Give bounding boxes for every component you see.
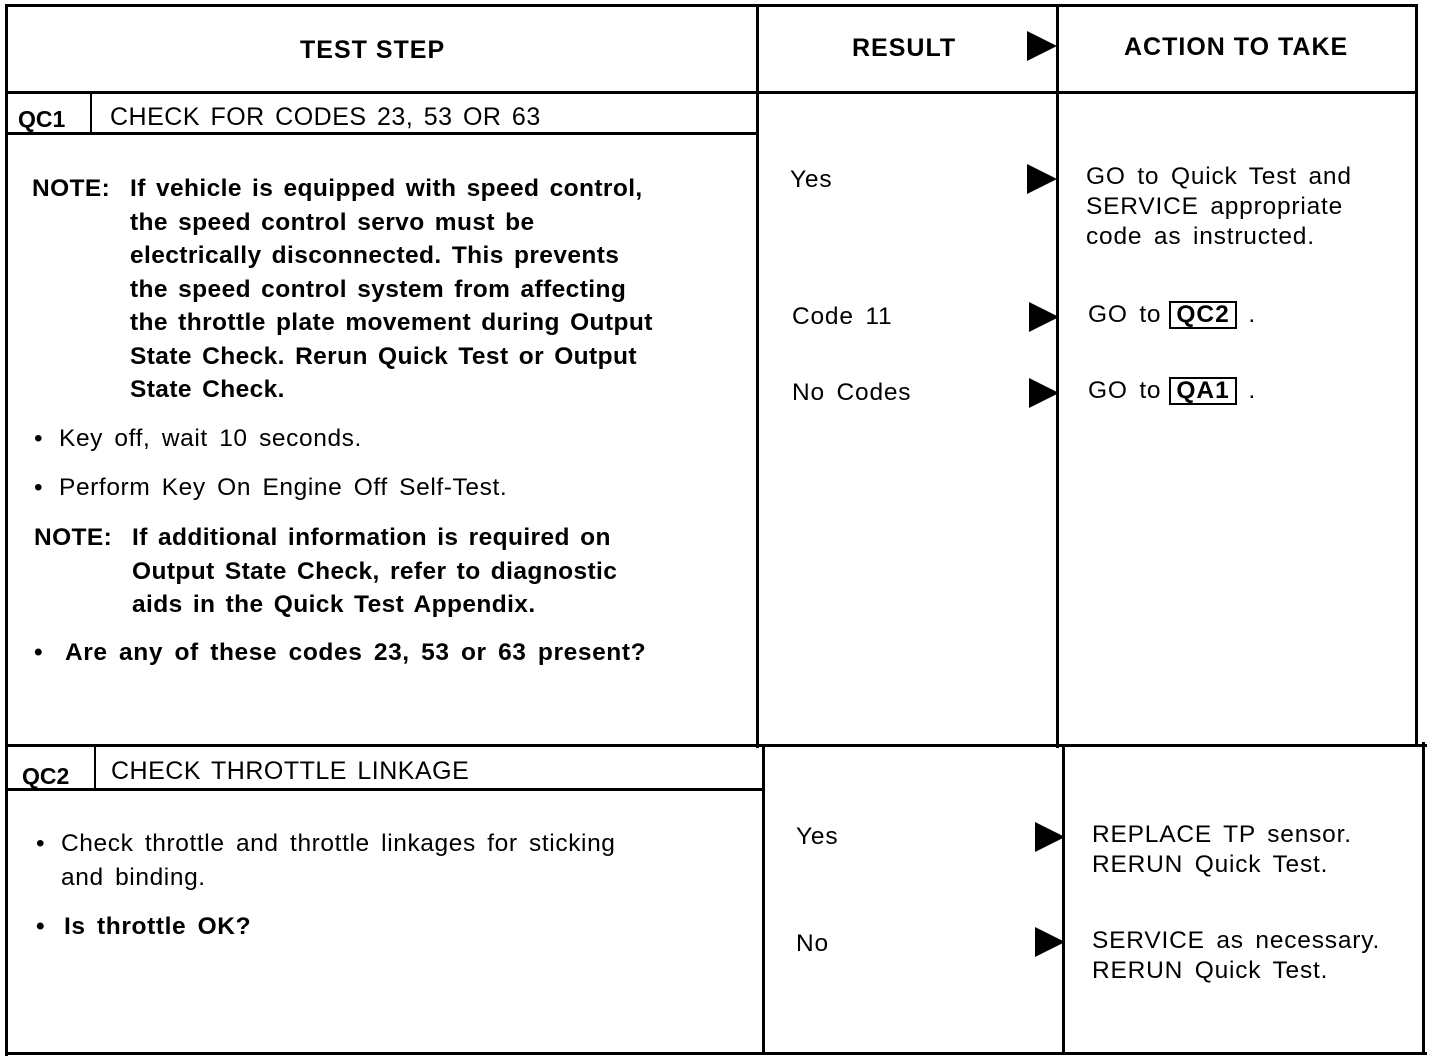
qc1-id-divider <box>90 94 92 134</box>
qc2-title-underline <box>5 788 765 791</box>
result-no-codes: No Codes <box>792 379 912 406</box>
bullet-dot-icon: • <box>34 639 44 666</box>
action-service-as-necessary <box>1092 926 1380 986</box>
table-border-right <box>1415 4 1418 744</box>
note-line: State Check. <box>130 376 285 403</box>
header-action: ACTION TO TAKE <box>1124 33 1349 61</box>
bullet-text-block <box>61 827 616 895</box>
bullet-text: Key off, wait 10 seconds. <box>59 425 362 452</box>
step-title-qc2: CHECK THROTTLE LINKAGE <box>111 757 470 785</box>
bullet-text: Check throttle and throttle linkages for sticking <box>61 830 616 857</box>
bullet-text: and binding. <box>61 864 206 891</box>
table-border-bottom <box>5 1052 1427 1055</box>
note-line: the speed control servo must be <box>130 208 535 236</box>
ref-qa1-link[interactable]: QA1 <box>1169 377 1236 405</box>
table-border-top <box>5 4 1418 7</box>
column-divider-2 <box>1056 4 1059 748</box>
result-no: No <box>796 930 829 957</box>
ref-qc2-link[interactable]: QC2 <box>1169 301 1236 329</box>
action-prefix: GO to <box>1088 301 1162 328</box>
result-arrow-icon <box>1029 378 1059 408</box>
result-code-11: Code 11 <box>792 303 893 330</box>
note-line: Output State Check, refer to diagnostic <box>132 557 618 585</box>
header-divider <box>5 91 1418 94</box>
note-label: NOTE: <box>32 175 111 202</box>
column-divider-1-lower <box>762 746 765 1055</box>
table-border-left <box>5 4 8 1056</box>
action-replace-tp-sensor <box>1092 820 1352 880</box>
question-text: Are any of these codes 23, 53 or 63 present? <box>65 639 647 666</box>
column-divider-1 <box>756 4 759 748</box>
note-line: If vehicle is equipped with speed control, <box>130 175 643 202</box>
note-line: State Check. Rerun Quick Test or Output <box>130 342 637 370</box>
action-line: RERUN Quick Test. <box>1092 851 1329 878</box>
bullet-text: Perform Key On Engine Off Self-Test. <box>59 474 508 501</box>
note-line: If additional information is required on <box>132 524 611 551</box>
bullet-dot-icon: • <box>34 474 44 501</box>
qc2-id-divider <box>94 747 96 790</box>
bullet-dot-icon: • <box>36 913 46 940</box>
question-text: Is throttle OK? <box>64 913 252 940</box>
action-suffix: . <box>1248 301 1256 328</box>
action-line: REPLACE TP sensor. <box>1092 821 1352 848</box>
action-line: SERVICE as necessary. <box>1092 927 1381 954</box>
column-divider-2-lower <box>1062 744 1065 1055</box>
note-line: the throttle plate movement during Output <box>130 309 653 336</box>
header-arrow-icon <box>1027 31 1057 61</box>
note-line: the speed control system from affecting <box>130 275 627 303</box>
action-go-to-quick-test <box>1086 162 1352 252</box>
action-prefix: GO to <box>1088 377 1162 404</box>
result-yes: Yes <box>796 823 839 850</box>
note-line: aids in the Quick Test Appendix. <box>132 591 536 618</box>
qc1-note-1 <box>32 172 747 412</box>
step-id-qc1: QC1 <box>18 106 66 132</box>
result-arrow-icon <box>1035 822 1065 852</box>
action-suffix: . <box>1248 377 1256 404</box>
qc1-note-2 <box>34 521 749 631</box>
action-line: GO to Quick Test and <box>1086 163 1352 190</box>
qc1-title-underline <box>5 132 759 135</box>
action-line: code as instructed. <box>1086 223 1315 250</box>
action-go-to-qa1[interactable] <box>1088 376 1256 406</box>
action-line: SERVICE appropriate <box>1086 193 1344 220</box>
result-yes: Yes <box>790 166 833 193</box>
step-title-qc1: CHECK FOR CODES 23, 53 OR 63 <box>110 103 541 131</box>
note-line: electrically disconnected. This prevents <box>130 242 620 269</box>
header-result: RESULT <box>852 34 957 62</box>
note-label: NOTE: <box>34 524 113 551</box>
row-divider <box>5 744 1427 747</box>
header-test-step: TEST STEP <box>300 36 446 64</box>
action-line: RERUN Quick Test. <box>1092 957 1329 984</box>
result-arrow-icon <box>1029 302 1059 332</box>
table-border-right-lower <box>1422 742 1425 1055</box>
result-arrow-icon <box>1035 927 1065 957</box>
bullet-dot-icon: • <box>34 425 44 452</box>
bullet-dot-icon: • <box>36 830 46 857</box>
step-id-qc2: QC2 <box>22 763 70 789</box>
result-arrow-icon <box>1027 164 1057 194</box>
action-go-to-qc2[interactable] <box>1088 300 1256 330</box>
